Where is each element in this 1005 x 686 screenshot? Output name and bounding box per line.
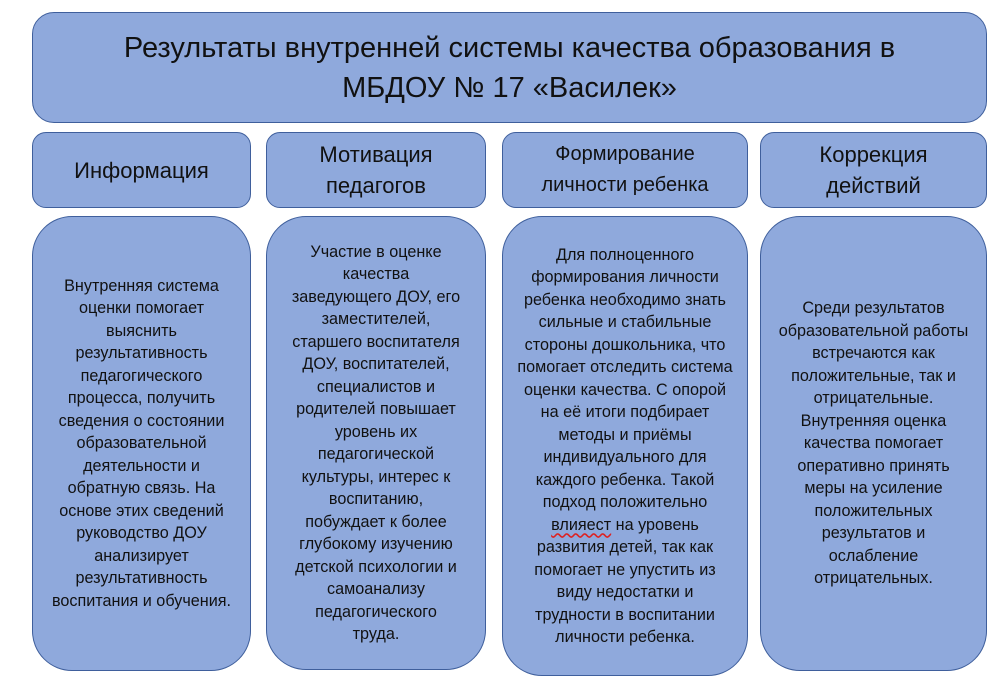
header-information-text: Информация	[74, 157, 209, 183]
misspelled-word: влияест	[551, 515, 612, 534]
body-child-personality-part2: на уровень развития детей, так как помогает не упустить из виду недостатки и трудности в воспитании личности ребенка.	[534, 515, 716, 646]
body-child-personality-text	[517, 244, 733, 649]
page-title	[32, 12, 987, 123]
header-child-personality	[502, 132, 748, 208]
body-information	[32, 216, 251, 671]
body-child-personality	[502, 216, 748, 676]
body-corrective-actions	[760, 216, 987, 671]
header-teacher-motivation-text: Мотивация педагогов	[319, 142, 433, 198]
title-text: Результаты внутренней системы качества образования в МБДОУ № 17 «Василек»	[123, 31, 896, 104]
body-teacher-motivation	[266, 216, 486, 670]
body-information-text: Внутренняя система оценки помогает выяснить результативность педагогического процесса, получить сведения о состоянии образовательной деятельности и обратную связь. На основе этих сведений руководство ДОУ анализирует результативность воспитания и обучения.	[51, 276, 232, 610]
header-corrective-actions	[760, 132, 987, 208]
body-teacher-motivation-text: Участие в оценке качества заведующего ДОУ, его заместителей, старшего воспитателя ДОУ, воспитателей, специалистов и родителей повышает уровень их педагогической культуры, интерес к воспитанию, побуждает к более глубокому изучению детской психологии и самоанализу педагогического труда.	[291, 242, 461, 643]
header-information	[32, 132, 251, 208]
header-corrective-actions-text: Коррекция действий	[819, 142, 928, 198]
header-teacher-motivation	[266, 132, 486, 208]
body-child-personality-part1: Для полноценного формирования личности ребенка необходимо знать сильные и стабильные стороны дошкольника, что помогает отследить система оценки качества. С опорой на её итоги подбирает методы и приёмы индивидуального для каждого ребенка. Такой подход положительно	[517, 245, 733, 511]
header-child-personality-text: Формирование личности ребенка	[541, 143, 709, 196]
body-corrective-actions-text: Среди результатов образовательной работы встречаются как положительные, так и отрицательные. Внутренняя оценка качества помогает оперативно принять меры на усиление положительных результатов и ослабление отрицательных.	[778, 299, 969, 588]
